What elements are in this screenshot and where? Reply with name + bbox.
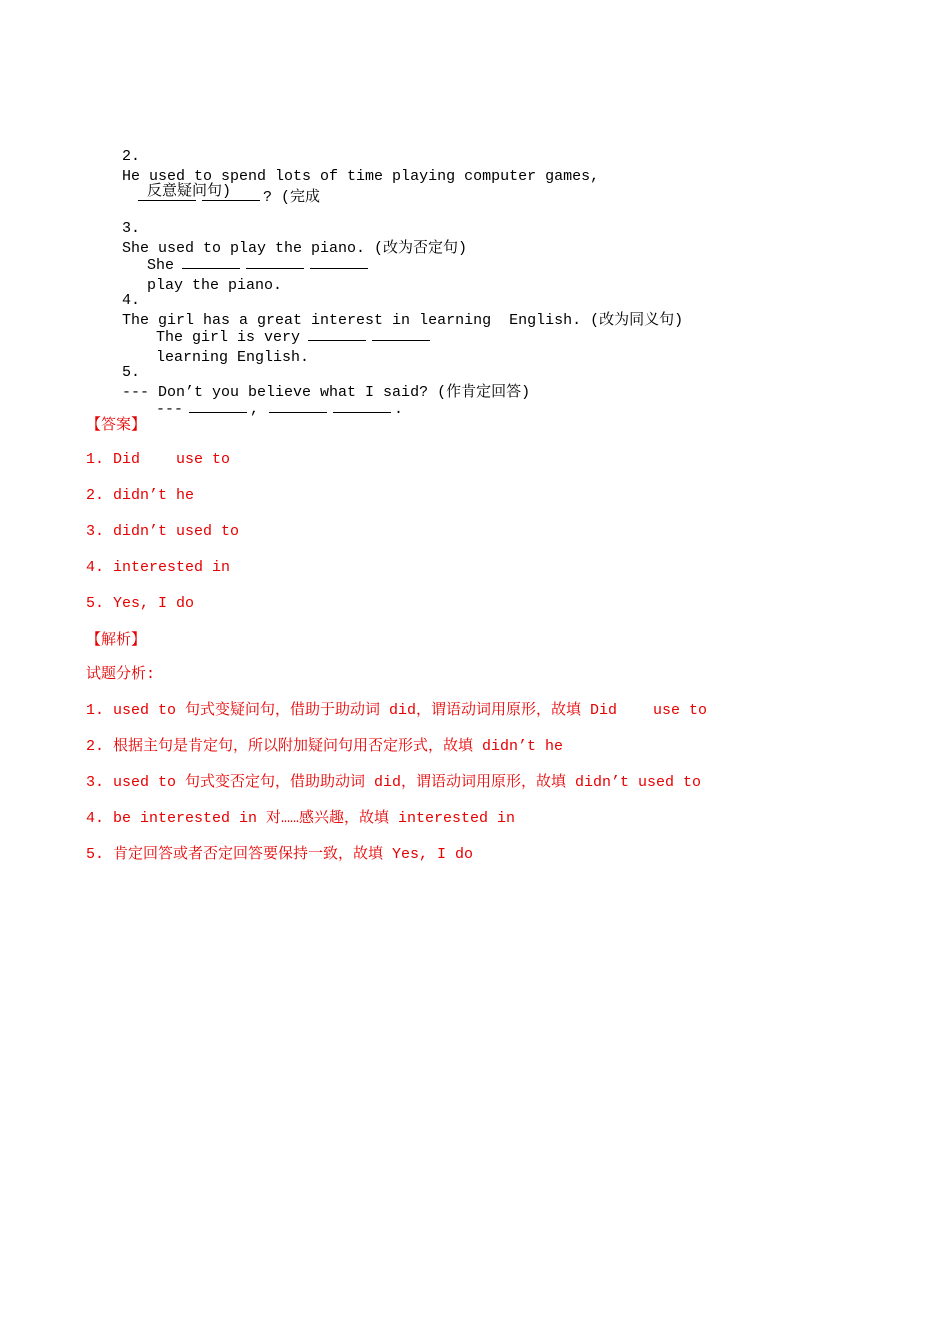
question-5-comma: ,: [250, 401, 260, 418]
question-4-prefix: The girl is very: [156, 329, 301, 346]
analysis-item: 5. 肯定回答或者否定回答要保持一致，故填 Yes, I do: [86, 846, 474, 863]
question-5-line-1: [86, 343, 531, 401]
answer-item: 3. didn’t used to: [86, 523, 240, 540]
analysis-item: 1. used to 句式变疑问句，借助于助动词 did，谓语动词用原形，故填 Did use to: [86, 702, 708, 719]
question-3-line-1: [86, 199, 468, 257]
answer-blank[interactable]: [182, 255, 240, 269]
answer-blank[interactable]: [269, 399, 327, 413]
answer-item: 4. interested in: [86, 559, 231, 576]
answer-blank[interactable]: [333, 399, 391, 413]
answer-heading: 【答案】: [86, 415, 147, 433]
question-2-number: 2.: [122, 148, 141, 165]
question-4-number: 4.: [122, 292, 141, 309]
question-3-text: She used to play the piano. (改为否定句): [122, 240, 468, 257]
analysis-item: 3. used to 句式变否定句，借助助动词 did，谓语动词用原形，故填 didn’t used to: [86, 774, 702, 791]
answer-blank[interactable]: [189, 399, 247, 413]
analysis-heading: 【解析】: [86, 630, 147, 648]
question-3-line-2: [111, 235, 371, 294]
question-3-number: 3.: [122, 220, 141, 237]
analysis-intro: 试题分析:: [86, 666, 156, 683]
analysis-item: 4. be interested in 对……感兴趣，故填 interested in: [86, 810, 516, 827]
question-4-text: The girl has a great interest in learning English. (改为同义句): [122, 312, 684, 329]
answer-item: 2. didn’t he: [86, 487, 195, 504]
question-2-instruction: 反意疑问句): [147, 183, 232, 200]
answer-blank[interactable]: [308, 327, 366, 341]
question-5-period: .: [394, 401, 404, 418]
question-2-suffix: ? (完成: [263, 189, 321, 206]
analysis-item: 2. 根据主句是肯定句，所以附加疑问句用否定形式，故填 didn’t he: [86, 738, 564, 755]
question-4-line-1: [86, 271, 684, 329]
question-3-suffix: play the piano.: [147, 277, 283, 294]
question-2-line-2: [111, 162, 232, 200]
question-5-number: 5.: [122, 364, 141, 381]
question-5-text: --- Don’t you believe what I said? (作肯定回答): [122, 384, 531, 401]
answer-blank[interactable]: [372, 327, 430, 341]
question-2-text: He used to spend lots of time playing computer games,: [122, 168, 600, 185]
answer-blank[interactable]: [310, 255, 368, 269]
answer-item: 1. Did use to: [86, 451, 231, 468]
question-3-prefix: She: [147, 257, 175, 274]
answer-item: 5. Yes, I do: [86, 595, 195, 612]
question-5-line-2: [120, 379, 404, 418]
question-5-prefix: ---: [156, 401, 184, 418]
question-4-suffix: learning English.: [156, 349, 310, 366]
answer-blank[interactable]: [246, 255, 304, 269]
